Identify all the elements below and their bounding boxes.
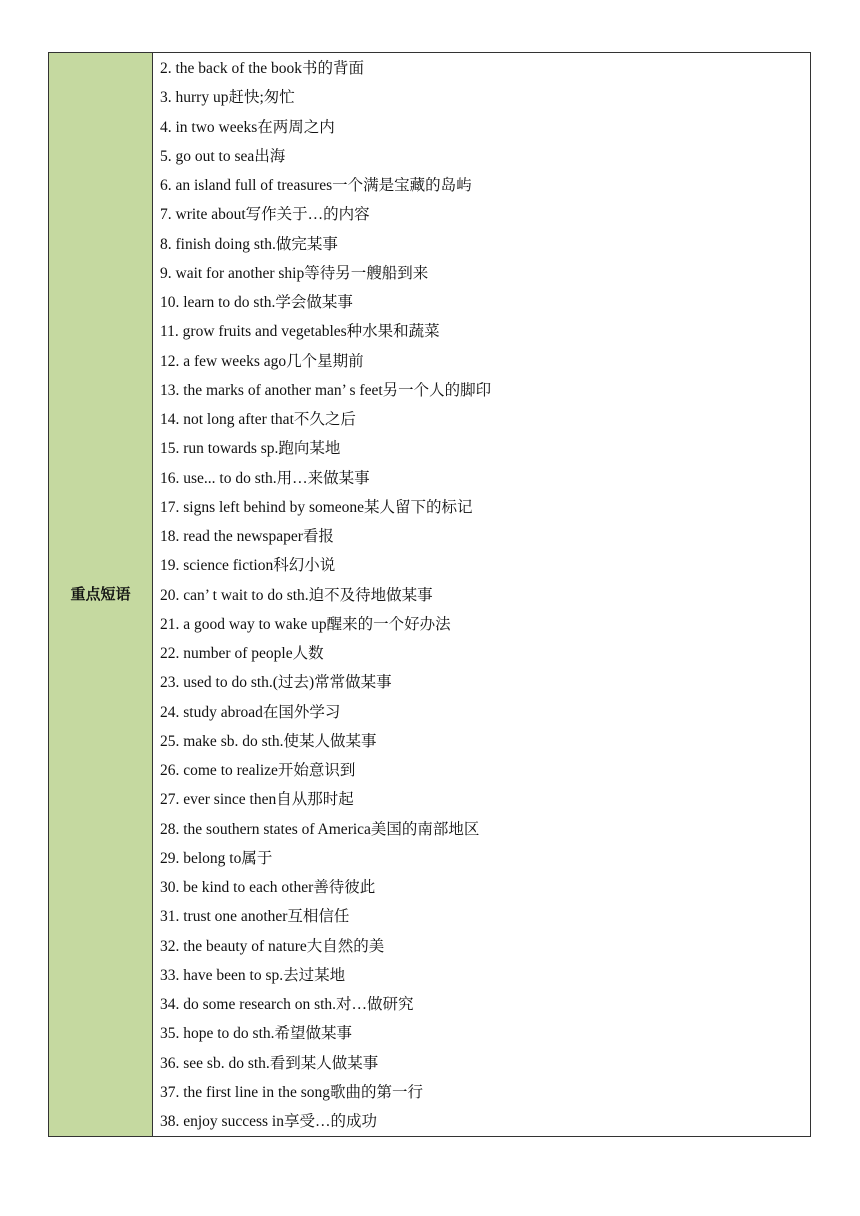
phrase-item: 19. science fiction科幻小说 — [160, 557, 336, 575]
phrase-item: 11. grow fruits and vegetables种水果和蔬菜 — [160, 323, 440, 341]
phrase-item: 7. write about写作关于…的内容 — [160, 206, 370, 224]
phrase-item: 21. a good way to wake up醒来的一个好办法 — [160, 615, 451, 633]
phrase-item: 26. come to realize开始意识到 — [160, 762, 356, 779]
phrase-item: 12. a few weeks ago几个星期前 — [160, 352, 364, 370]
phrase-item: 16. use... to do sth.用…来做某事 — [160, 469, 370, 487]
phrase-item: 30. be kind to each other善待彼此 — [160, 879, 376, 896]
phrase-item: 23. used to do sth.(过去)常常做某事 — [160, 674, 392, 692]
phrase-item: 8. finish doing sth.做完某事 — [160, 235, 338, 253]
phrase-item: 10. learn to do sth.学会做某事 — [160, 294, 353, 311]
phrase-item: 4. in two weeks在两周之内 — [160, 118, 335, 136]
phrase-item: 28. the southern states of America美国的南部地区 — [160, 820, 480, 838]
section-label: 重点短语 — [70, 584, 131, 603]
phrase-item: 20. can’ t wait to do sth.迫不及待地做某事 — [160, 586, 433, 604]
phrase-item: 9. wait for another ship等待另一艘船到来 — [160, 264, 429, 282]
phrase-item: 3. hurry up赶快;匆忙 — [160, 89, 295, 107]
phrase-item: 25. make sb. do sth.使某人做某事 — [160, 732, 377, 750]
phrase-item: 14. not long after that不久之后 — [160, 411, 356, 428]
label-cell — [49, 53, 153, 1136]
phrase-item: 15. run towards sp.跑向某地 — [160, 440, 341, 458]
phrase-item: 31. trust one another互相信任 — [160, 908, 350, 926]
phrase-list — [153, 53, 810, 1136]
phrase-item: 35. hope to do sth.希望做某事 — [160, 1025, 353, 1043]
phrase-item: 32. the beauty of nature大自然的美 — [160, 937, 385, 955]
phrase-item: 22. number of people人数 — [160, 645, 324, 662]
phrase-item: 18. read the newspaper看报 — [160, 528, 334, 545]
phrase-item: 34. do some research on sth.对…做研究 — [160, 996, 414, 1013]
phrase-item: 6. an island full of treasures一个满是宝藏的岛屿 — [160, 177, 472, 194]
phrase-item: 24. study abroad在国外学习 — [160, 703, 341, 721]
phrase-item: 37. the first line in the song歌曲的第一行 — [160, 1083, 424, 1101]
phrase-item: 38. enjoy success in享受…的成功 — [160, 1113, 377, 1130]
phrase-item: 27. ever since then自从那时起 — [160, 791, 354, 809]
phrase-item: 36. see sb. do sth.看到某人做某事 — [160, 1054, 379, 1072]
phrase-item: 17. signs left behind by someone某人留下的标记 — [160, 498, 473, 516]
phrase-table — [48, 52, 811, 1137]
phrase-item: 5. go out to sea出海 — [160, 147, 286, 165]
phrase-item: 13. the marks of another man’ s feet另一个人的脚印 — [160, 381, 492, 399]
phrase-item: 2. the back of the book书的背面 — [160, 60, 365, 77]
phrase-item: 29. belong to属于 — [160, 849, 273, 867]
phrase-item: 33. have been to sp.去过某地 — [160, 966, 346, 984]
